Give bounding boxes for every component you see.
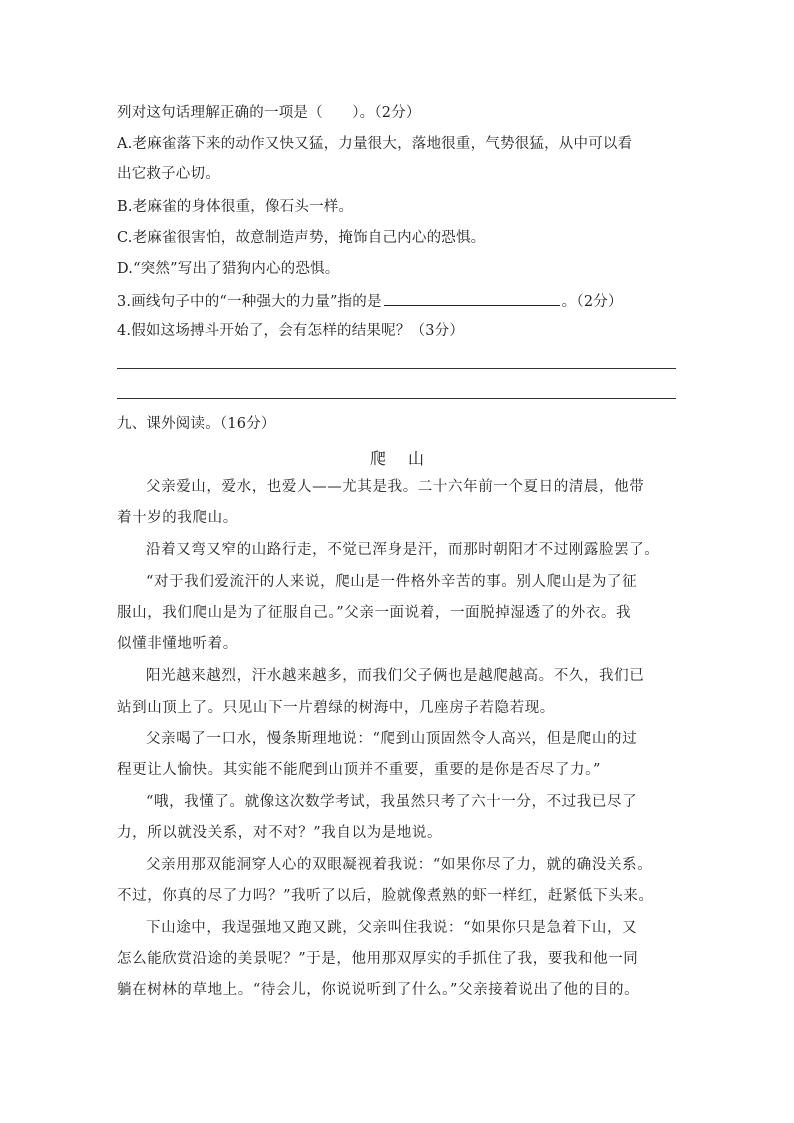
passage-line: 力，所以就没关系，对不对？”我自以为是地说。 bbox=[117, 825, 443, 841]
passage-line: 父亲喝了一口水，慢条斯理地说：“爬到山顶固然令人高兴，但是爬山的过 bbox=[146, 731, 638, 747]
question-3 bbox=[117, 290, 623, 312]
passage-line: 程更让人愉快。其实能不能爬到山顶并不重要，重要的是你是否尽了力。” bbox=[117, 762, 601, 778]
passage-line: “哦，我懂了。就像这次数学考试，我虽然只考了六十一分，不过我已尽了 bbox=[146, 794, 638, 810]
option-a-line1: A.老麻雀落下来的动作又快又猛，力量很大，落地很重，气势很猛，从中可以看 bbox=[117, 136, 633, 152]
option-d: D.“突然”写出了猎狗内心的恐惧。 bbox=[117, 261, 340, 277]
passage-line: 怎么能欣赏沿途的美景呢？”于是，他用那双厚实的手抓住了我，要我和他一同 bbox=[117, 951, 639, 967]
passage-line: 沿着又弯又窄的山路行走，不觉已浑身是汗，而那时朝阳才不过刚露脸罢了。 bbox=[146, 542, 660, 558]
answer-blank[interactable] bbox=[384, 290, 560, 306]
passage-line: 父亲爱山，爱水，也爱人——尤其是我。二十六年前一个夏日的清晨，他带 bbox=[146, 479, 645, 495]
passage-line: 站到山顶上了。只见山下一片碧绿的树海中，几座房子若隐若现。 bbox=[117, 700, 555, 716]
option-a-line2: 出它救子心切。 bbox=[117, 166, 220, 182]
passage-line: 父亲用那双能洞穿人心的双眼凝视着我说：“如果你尽了力，就的确没关系。 bbox=[146, 857, 653, 873]
passage-line: 服山，我们爬山是为了征服自己。”父亲一面说着，一面脱掉湿透了的外衣。我 bbox=[117, 605, 632, 621]
option-c: C.老麻雀很害怕，故意制造声势，掩饰自己内心的恐惧。 bbox=[117, 230, 486, 246]
question-4: 4.假如这场搏斗开始了，会有怎样的结果呢？（3分） bbox=[117, 323, 465, 339]
option-b: B.老麻雀的身体很重，像石头一样。 bbox=[117, 199, 354, 215]
question-3-score: 。（2分） bbox=[561, 294, 623, 310]
section-heading: 九、课外阅读。（16分） bbox=[117, 416, 276, 432]
passage-line: 下山途中，我逞强地又跑又跳，父亲叫住我说：“如果你只是急着下山，又 bbox=[146, 920, 638, 936]
answer-line-2[interactable] bbox=[117, 398, 676, 399]
passage-line: 着十岁的我爬山。 bbox=[117, 510, 238, 526]
passage-title: 爬山 bbox=[369, 449, 446, 468]
passage-line: 不过，你真的尽了力吗？”我听了以后，脸就像煮熟的虾一样红，赶紧低下头来。 bbox=[117, 888, 654, 904]
answer-line-1[interactable] bbox=[117, 368, 676, 369]
passage-line: 阳光越来越烈，汗水越来越多，而我们父子俩也是越爬越高。不久，我们已 bbox=[146, 668, 645, 684]
question-3-text: 3.画线句子中的“一种强大的力量”指的是 bbox=[117, 294, 382, 310]
question-stem: 列对这句话理解正确的一项是（ ）。（2分） bbox=[117, 105, 421, 121]
passage-line: “对于我们爱流汗的人来说，爬山是一件格外辛苦的事。别人爬山是为了征 bbox=[146, 574, 638, 590]
passage-line: 躺在树林的草地上。“待会儿，你说说听到了什么。”父亲接着说出了他的目的。 bbox=[117, 982, 640, 998]
passage-line: 似懂非懂地听着。 bbox=[117, 636, 238, 652]
